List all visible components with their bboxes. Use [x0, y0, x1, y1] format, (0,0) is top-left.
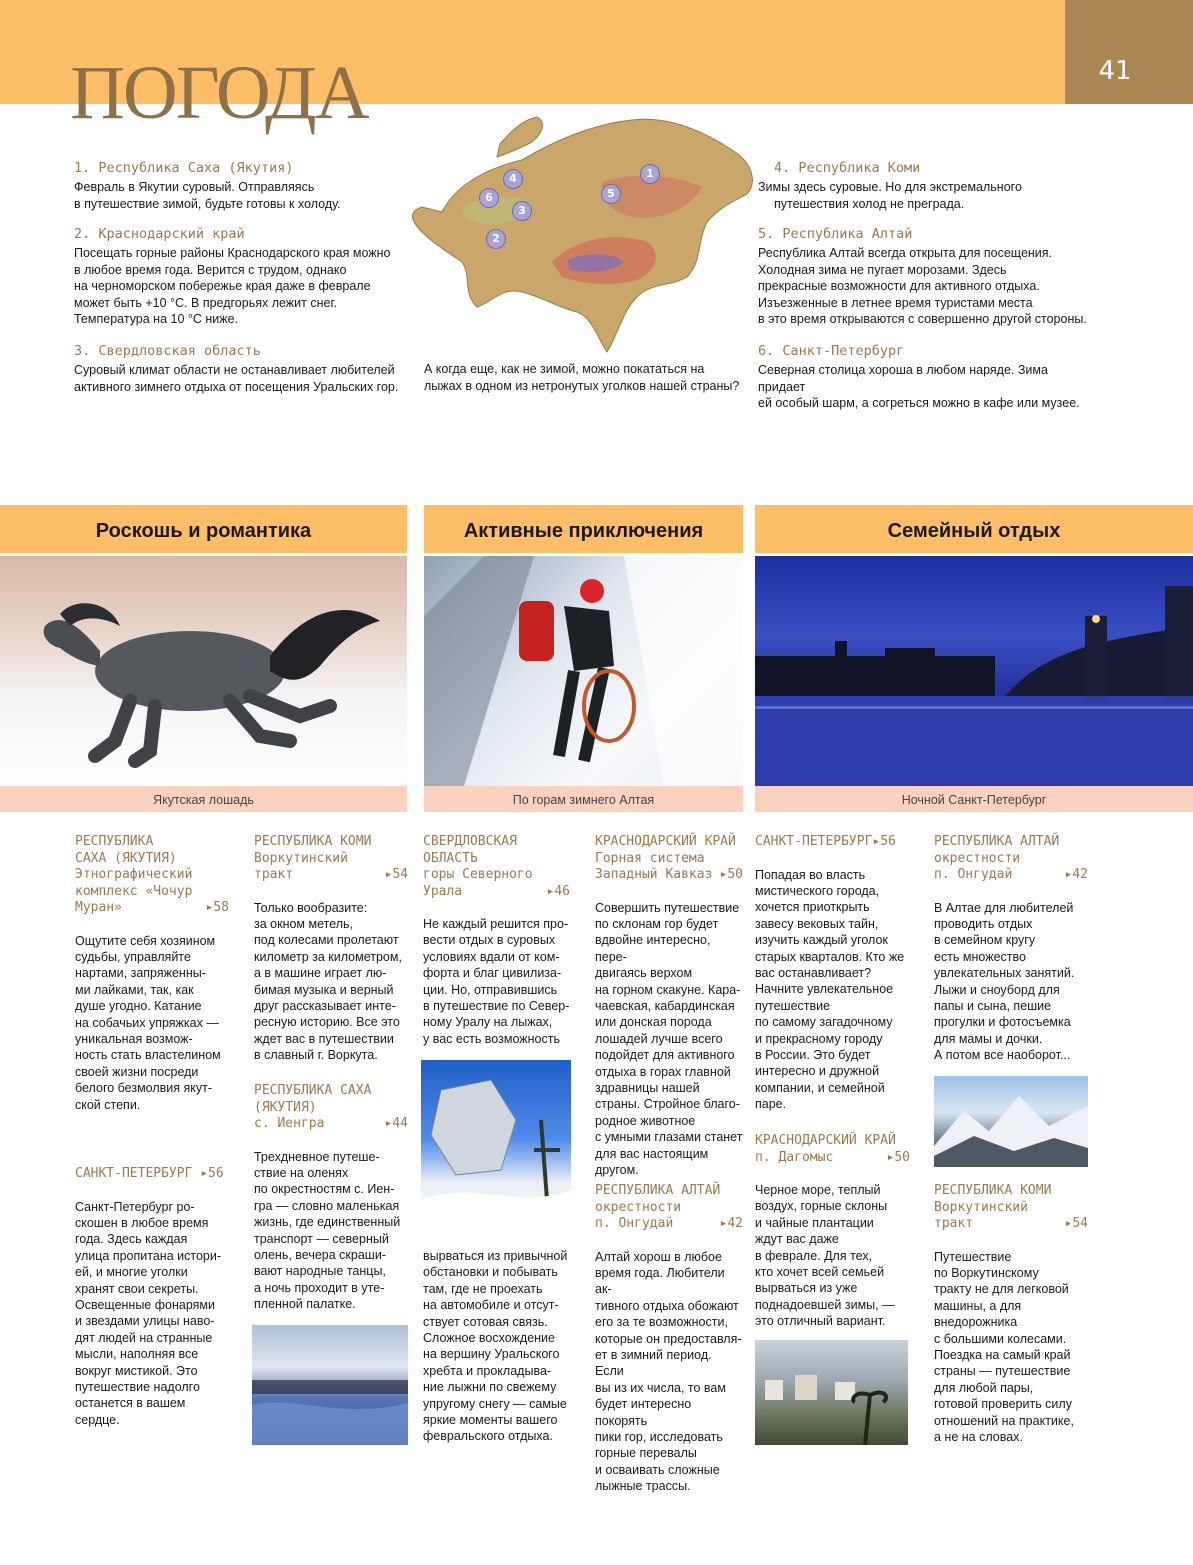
article-yakutia-iengra — [254, 1083, 408, 1313]
region-text: Зимы здесь суровые. Но для экстремального путешествия холод не преграда. — [758, 180, 1022, 211]
article-text: Совершить путешествие по склонам гор будет вдвойне интересно, пере- двигаясь верхом на горном скакуне. Кара- чаевская, кабардинская или донская порода лошадей лучше всего подойдет для активного отдыха в горах главной здравницы нашей страны. Стройное благо- родное животное с умными глазами станет для вас настоящим другом. — [595, 900, 743, 1177]
article-text: вырваться из привычной обстановки и побывать там, где не проехать на автомобиле и отсут- ствует сотовая связь. Сложное восхождение на вершину Уральского хребта и прокладыва- ние лыжни по свежему упругому снегу — самые яркие моменты вашего февральского отдыха. — [423, 1249, 568, 1444]
photo-dagomys — [755, 1340, 908, 1445]
article-komi-2 — [934, 1183, 1088, 1445]
map-caption: А когда еще, как не зимой, можно покататься на лыжах в одном из нетронутых уголков нашей страны? — [424, 362, 740, 393]
region-block-1 — [74, 160, 414, 212]
region-block-2 — [74, 226, 414, 328]
page-number: 41 — [1098, 56, 1132, 86]
article-komi-1 — [254, 834, 408, 1064]
article-label[interactable]: РЕСПУБЛИКА САХА (ЯКУТИЯ) Этнографический комплекс «Чочур Муран» ▸58 — [75, 834, 229, 915]
photo-reindeer — [252, 1325, 408, 1445]
map-marker-1[interactable]: 1 — [640, 164, 660, 184]
dagomys-illustration — [755, 1340, 908, 1445]
page-ref: ▸42 — [1064, 867, 1088, 882]
article-text: Черное море, теплый воздух, горные склоны и чайные плантации ждут вас даже в феврале. Для тех, кто хочет всей семьей вырваться из уже поднадоевшей зимы, — это отличный вариант. — [755, 1183, 895, 1329]
region-block-6 — [758, 343, 1098, 412]
article-text: Алтай хорош в любое время года. Любители ак- тивного отдыха обожают его за те возможности, которые он предоставля- ет в зимний период. Если вы из их числа, то вам будет интересно покорять пики гор, исследовать горные перевалы и осваивать сложные лыжные трассы. — [595, 1249, 742, 1494]
map-marker-6[interactable]: 6 — [479, 188, 499, 208]
article-text: Трехдневное путеше- ствие на оленях по окрестностям с. Иен- гра — словно маленькая жизнь, где единственный транспорт — северный олень, вечера скраши- вают народные танцы, а ночь проходит в уте- пленной палатке. — [254, 1149, 401, 1312]
region-block-5 — [758, 226, 1098, 328]
article-text: Не каждый решится про- вести отдых в суровых условиях вдали от ком- форта и благ цивилиза- ции. Но, отправившись в путешествие по Север- ному Уралу на лыжах, у вас есть возможность — [423, 917, 570, 1046]
article-text: В Алтае для любителей проводить отдых в семейном кругу есть множество увлекательных занятий. Лыжи и сноуборд для папы и сына, пешие прогулки и фотосъемка для мамы и дочки. А потом все наоборот... — [934, 900, 1075, 1063]
page-ref: ▸44 — [384, 1116, 408, 1131]
article-sverdlovsk-cont — [423, 1248, 570, 1445]
region-heading: 2. Краснодарский край — [74, 226, 245, 242]
article-text: Ощутите себя хозяином судьбы, управляйте нартами, запряженны- ми лайками, так, как душе угодно. Катание на собачьих упряжках — уникальная возмож- ность стать властелином своей жизни посреди белого безмолвия якут- ской степи. — [75, 933, 221, 1112]
region-text: Суровый климат области не останавливает любителей активного зимнего отдыха от посещения Уральских гор. — [74, 363, 399, 394]
article-label[interactable]: КРАСНОДАРСКИЙ КРАЙ Горная система Западный Кавказ ▸50 — [595, 834, 743, 882]
region-heading: 4. Республика Коми — [774, 160, 921, 176]
section-title-luxury: Роскошь и романтика — [0, 505, 407, 553]
bridge-illustration — [755, 556, 1193, 786]
article-altai-2 — [934, 834, 1088, 1064]
photo-yakut-horse — [0, 556, 407, 786]
article-altai-1 — [595, 1183, 743, 1495]
article-yakutia-chochur — [75, 834, 229, 1113]
article-label[interactable]: РЕСПУБЛИКА АЛТАЙ окрестности п. Онгудай ▸42 — [595, 1183, 743, 1231]
article-text: Путешествие по Воркутинскому тракту не для легковой машины, а для внедорожника с большими колесами. Поездка на самый край страны — путешествие для любой пары, готовой проверить силу отношений на практике, а не на словах. — [934, 1249, 1074, 1444]
map-marker-5[interactable]: 5 — [601, 184, 621, 204]
article-text: Попадая во власть мистического города, хочется приоткрыть завесу вековых тайн, изучить каждый уголок старых кварталов. Кто же вас останавливает? Начните увлекательное путешествие по самому загадочному и прекрасному городу в России. Это будет интересно и дружной компании, и семейной паре. — [755, 867, 905, 1112]
map-marker-2[interactable]: 2 — [486, 229, 506, 249]
article-label[interactable]: КРАСНОДАРСКИЙ КРАЙ п. Дагомыс ▸50 — [755, 1133, 910, 1165]
mountains-illustration — [934, 1076, 1088, 1167]
article-label[interactable]: САНКТ-ПЕТЕРБУРГ ▸56 — [75, 1166, 224, 1181]
map-marker-4[interactable]: 4 — [503, 169, 523, 189]
map-marker-3[interactable]: 3 — [512, 201, 532, 221]
photo-caption: Ночной Санкт-Петербург — [755, 786, 1193, 812]
article-text: Только вообразите: за окном метель, под колесами пролетают километр за километром, а в машине играет лю- бимая музыка и верный друг рассказывает инте- ресную историю. Все это ждет вас в путешествии в славный г. Воркута. — [254, 900, 402, 1063]
photo-ural-snow — [421, 1060, 571, 1235]
map-illustration — [402, 112, 760, 360]
climber-illustration — [424, 556, 743, 786]
page-ref: ▸54 — [384, 867, 408, 882]
photo-altai-mountains — [934, 1076, 1088, 1167]
article-label[interactable]: РЕСПУБЛИКА АЛТАЙ окрестности п. Онгудай ▸42 — [934, 834, 1088, 882]
article-label[interactable]: РЕСПУБЛИКА САХА (ЯКУТИЯ) с. Иенгра ▸44 — [254, 1083, 408, 1131]
article-spb-1 — [75, 1166, 229, 1428]
page-ref: ▸50 — [719, 867, 743, 882]
reindeer-illustration — [252, 1325, 408, 1445]
page-ref: ▸56 — [200, 1166, 224, 1181]
region-text: Северная столица хороша в любом наряде. Зима придает ей особый шарм, а согреться можно в кафе или музее. — [758, 363, 1080, 410]
article-label[interactable]: РЕСПУБЛИКА КОМИ Воркутинский тракт ▸54 — [254, 834, 408, 882]
snow-rocks-illustration — [421, 1060, 571, 1235]
page-title: ПОГОДА — [70, 51, 368, 135]
region-heading: 6. Санкт-Петербург — [758, 343, 905, 359]
article-label[interactable]: РЕСПУБЛИКА КОМИ Воркутинский тракт ▸54 — [934, 1183, 1088, 1231]
eurasia-map — [402, 112, 760, 360]
section-title-family: Семейный отдых — [755, 505, 1193, 553]
article-sverdlovsk — [423, 834, 570, 1047]
page-ref: ▸58 — [205, 900, 229, 915]
page-ref: ▸42 — [719, 1216, 743, 1231]
photo-caption: По горам зимнего Алтая — [424, 786, 743, 812]
article-krasnodar-2 — [755, 1133, 910, 1330]
page-number-box — [1065, 0, 1193, 104]
article-label[interactable]: СВЕРДЛОВСКАЯ ОБЛАСТЬ горы Северного Урала ▸46 — [423, 834, 570, 899]
photo-night-petersburg — [755, 556, 1193, 786]
region-heading: 1. Республика Саха (Якутия) — [74, 160, 294, 176]
photo-caption: Якутская лошадь — [0, 786, 407, 812]
article-spb-2 — [755, 834, 910, 1113]
region-block-3 — [74, 343, 414, 395]
region-text: Посещать горные районы Краснодарского края можно в любое время года. Верится с трудом, однако на черноморском побережье края даже в феврале может быть +10 °С. В предгорьях лежит снег. Температура на 10 °С ниже. — [74, 246, 391, 326]
section-title-active: Активные приключения — [424, 505, 743, 553]
region-block-4 — [758, 160, 1098, 212]
region-text: Республика Алтай всегда открыта для посещения. Холодная зима не пугает морозами. Здесь прекрасные возможности для активного отдыха. Изъезженные в летнее время туристами места в это время открываются с совершенно другой стороны. — [758, 246, 1087, 326]
page-ref: ▸46 — [546, 883, 570, 899]
photo-altai-climber — [424, 556, 743, 786]
region-heading: 5. Республика Алтай — [758, 226, 913, 242]
article-krasnodar-1 — [595, 834, 743, 1178]
region-heading: 3. Свердловская область — [74, 343, 261, 359]
page-ref: ▸54 — [1064, 1216, 1088, 1231]
article-label[interactable]: САНКТ-ПЕТЕРБУРГ▸56 — [755, 834, 896, 849]
region-text: Февраль в Якутии суровый. Отправляясь в путешествие зимой, будьте готовы к холоду. — [74, 180, 341, 211]
horse-illustration — [0, 556, 407, 786]
article-text: Санкт-Петербург ро- скошен в любое время года. Здесь каждая улица пропитана истори- ей, и многие уголки хранят свои секреты. Освещенные фонарями и звездами улицы наво- дят людей на странные мысли, наполняя все вокруг мистикой. Это путешествие надолго останется в вашем сердце. — [75, 1199, 221, 1427]
page-ref: ▸56 — [872, 834, 896, 849]
page-ref: ▸50 — [886, 1149, 910, 1165]
